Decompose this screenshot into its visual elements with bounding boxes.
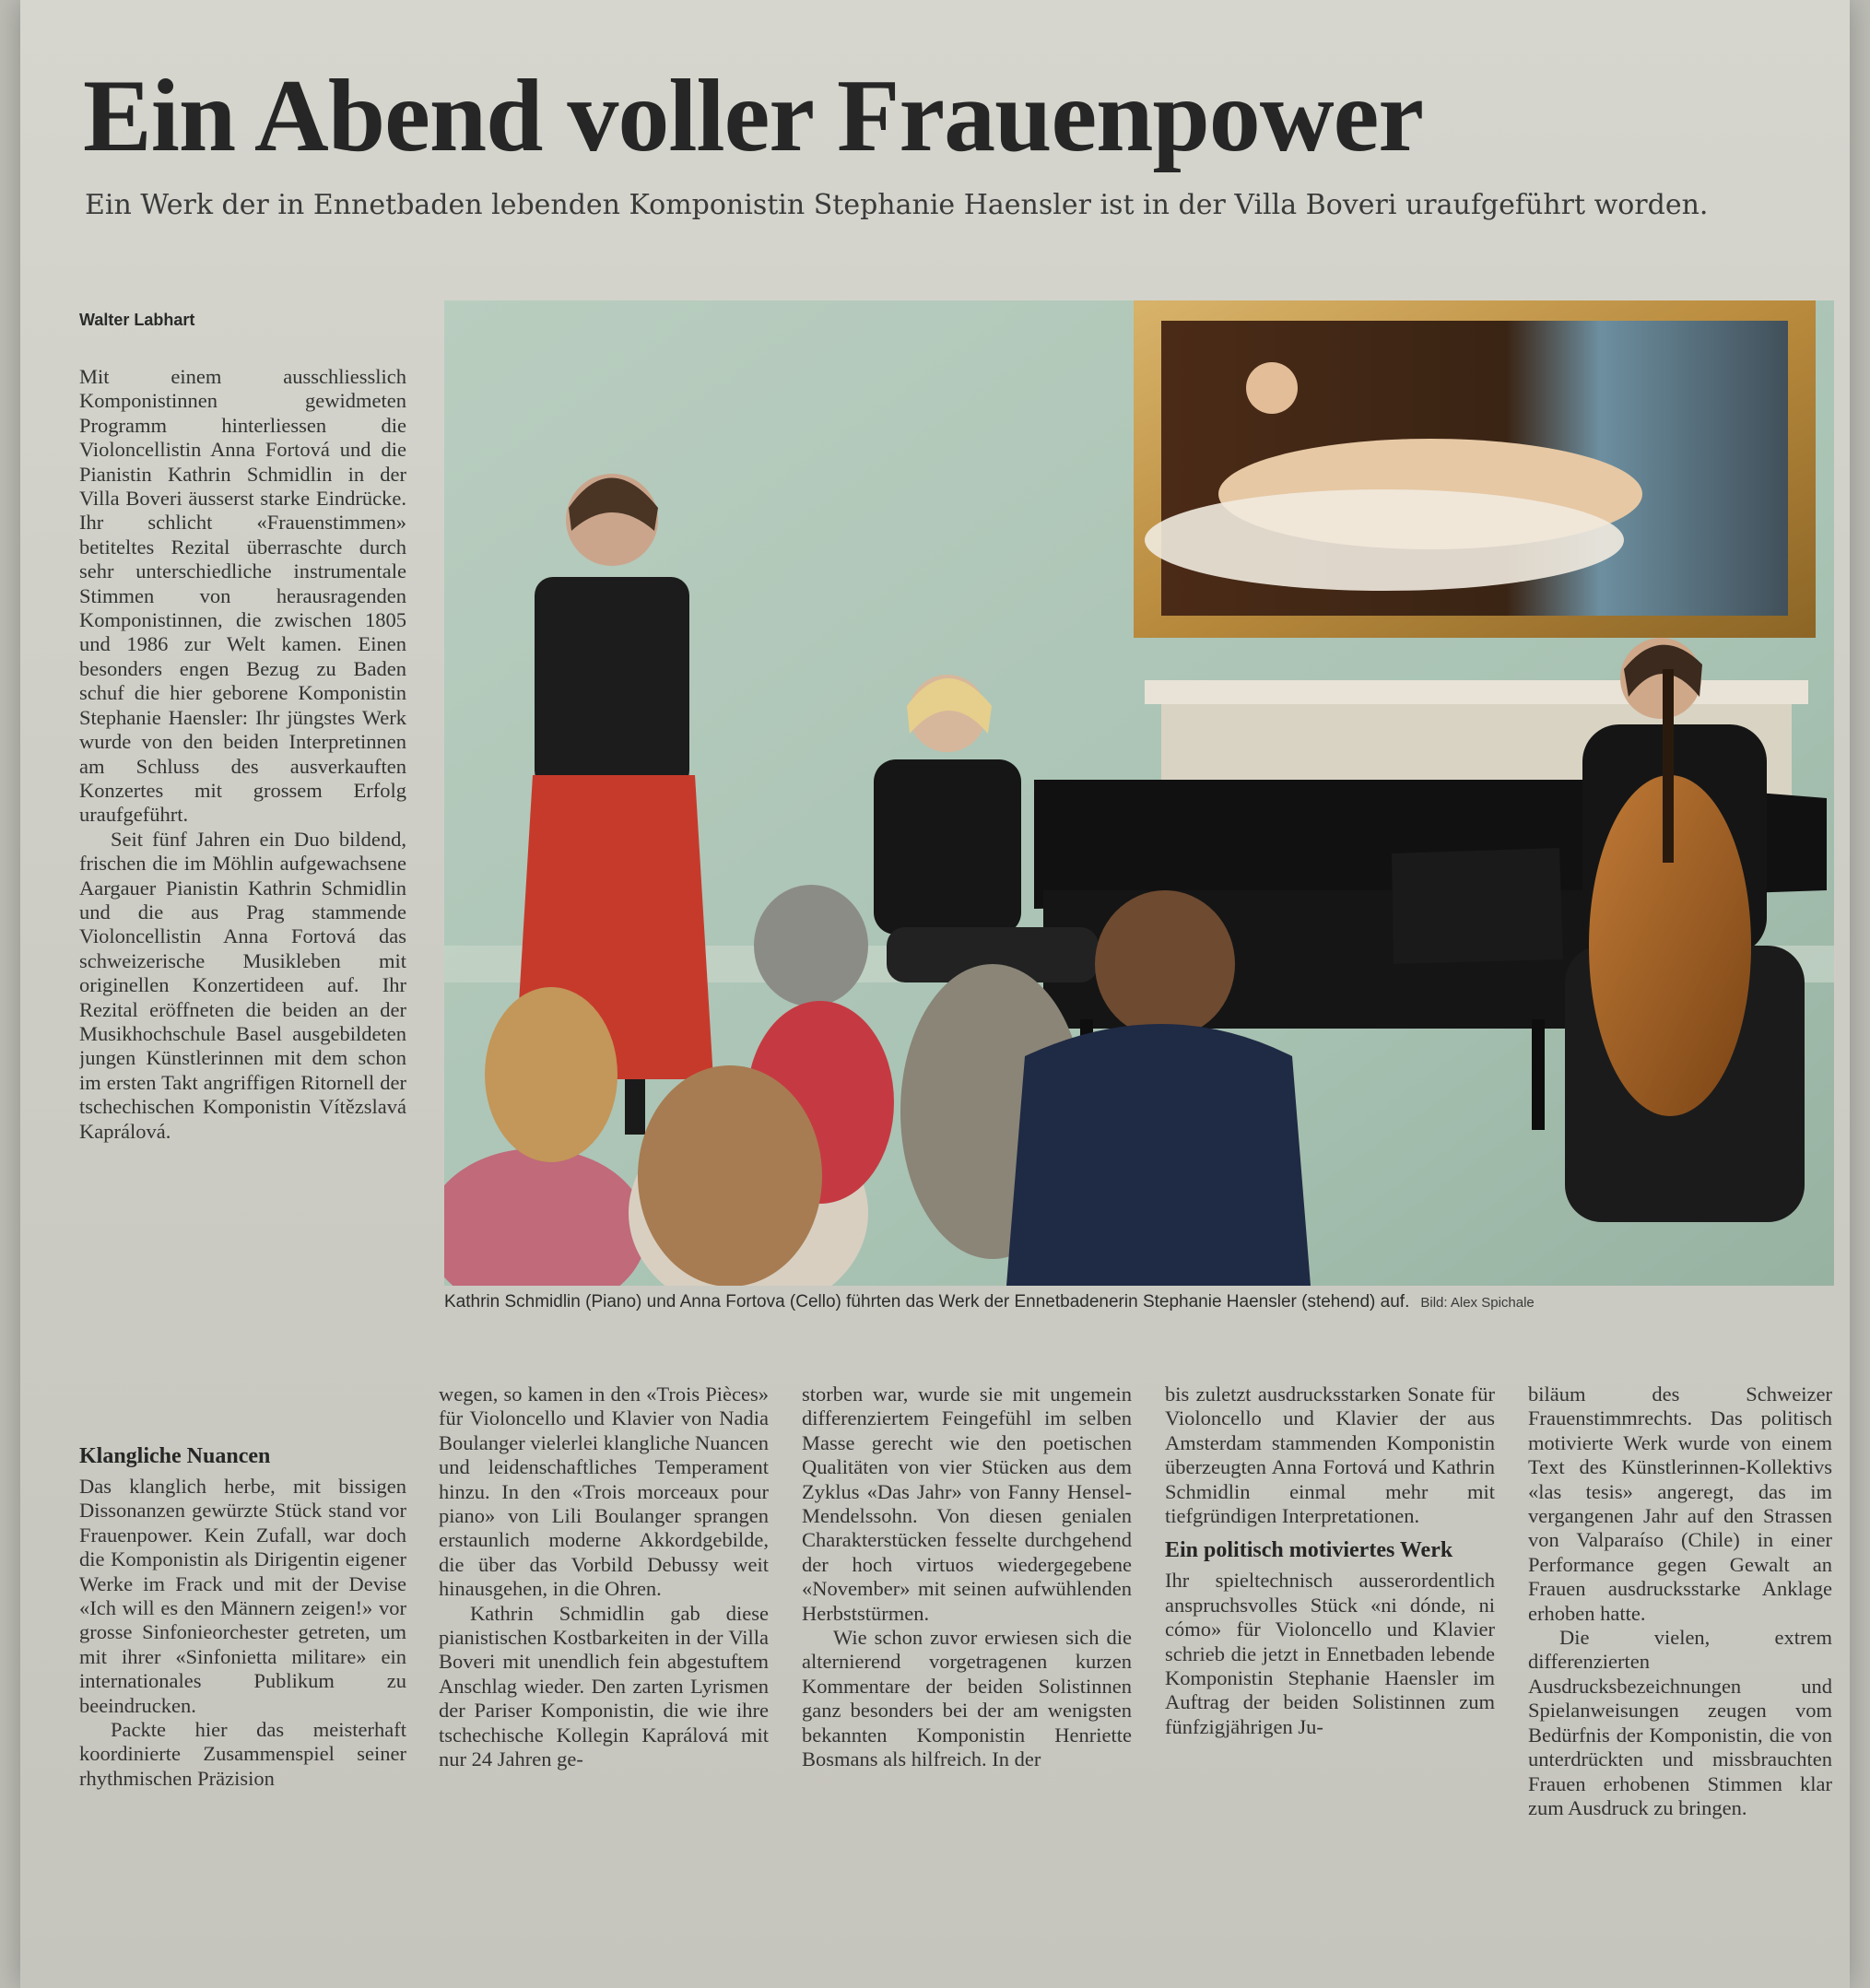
author-byline: Walter Labhart bbox=[79, 311, 195, 329]
concert-photo bbox=[444, 300, 1834, 1286]
paragraph: Ihr spieltechnisch ausserordentlich anspruchsvolles Stück «ni dónde, ni cómo» für Violoncello und Klavier schrieb die jetzt in Ennetbaden lebende Komponistin Stephanie Haensler im Auftrag der beiden Solistinnen zum fünfzigjährigen Ju- bbox=[1165, 1569, 1495, 1738]
newspaper-page bbox=[20, 0, 1850, 1988]
paragraph: biläum des Schweizer Frauenstimmrechts. Das politisch motivierte Werk wurde von einem Text des Künstlerinnen-Kollektivs «las tesis» angeregt, das im vergangenen Jahr auf den Strassen von Valparaíso (Chile) in einer Performance gegen Gewalt an Frauen ausdrucksstarke Anklage erhoben hatte. bbox=[1528, 1382, 1832, 1625]
column-1-top bbox=[79, 365, 406, 1411]
headline: Ein Abend voller Frauenpower bbox=[83, 59, 1424, 173]
subheading-klangliche-nuancen: Klangliche Nuancen bbox=[79, 1444, 271, 1468]
paragraph: bis zuletzt ausdrucksstarken Sonate für Violoncello und Klavier der aus Amsterdam stammenden Komponistin überzeugten Anna Fortová und Kathrin Schmidlin einmal mehr mit tiefgründigen Interpretationen. bbox=[1165, 1382, 1495, 1528]
concert-photo-illustration bbox=[444, 300, 1834, 1286]
subheading-politisch-motiviertes-werk: Ein politisch motiviertes Werk bbox=[1165, 1538, 1453, 1563]
caption-text: Kathrin Schmidlin (Piano) und Anna Fortova (Cello) führten das Werk der Ennetbadenerin Stephanie Haensler (stehend) auf. bbox=[444, 1292, 1410, 1312]
paragraph: Kathrin Schmidlin gab diese pianistischen Kostbarkeiten in der Villa Boveri mit unendlich fein abgestuftem Anschlag wieder. Den zarten Lyrismen der Pariser Komponistin, die wie ihre tschechische Kollegin Kaprálová mit nur 24 Jahren ge- bbox=[439, 1601, 769, 1771]
photo-credit: Bild: Alex Spichale bbox=[1420, 1295, 1535, 1311]
paragraph: Packte hier das meisterhaft koordinierte Zusammenspiel seiner rhythmischen Präzision bbox=[79, 1718, 406, 1790]
paragraph: Die vielen, extrem differenzierten Ausdrucksbezeichnungen und Spielanweisungen zeugen vom Bedürfnis der Komponistin, die von unterdrückten und missbrauchten Frauen erhobenen Stimmen klar zum Ausdruck zu bringen. bbox=[1528, 1626, 1832, 1819]
column-2 bbox=[439, 1382, 769, 1959]
column-1-bottom bbox=[79, 1434, 406, 1956]
column-3 bbox=[802, 1382, 1132, 1959]
photo-caption bbox=[444, 1292, 1845, 1312]
subheadline: Ein Werk der in Ennetbaden lebenden Komponistin Stephanie Haensler ist in der Villa Boveri uraufgeführt worden. bbox=[85, 189, 1709, 221]
paragraph: storben war, wurde sie mit ungemein differenziertem Feingefühl im selben Masse gerecht wie den poetischen Qualitäten von vier Stücken aus dem Zyklus «Das Jahr» von Fanny Hensel-Mendelssohn. Von diesen genialen Charakterstücken fesselte durchgehend der hoch virtuos wiedergegebene «November» mit seinen aufwühlenden Herbststürmen. bbox=[802, 1382, 1132, 1625]
paragraph: Wie schon zuvor erwiesen sich die alternierend vorgetragenen kurzen Kommentare der beiden Solistinnen ganz besonders bei der am wenigsten bekannten Komponistin Henriette Bosmans als hilfreich. In der bbox=[802, 1626, 1132, 1771]
paragraph: Mit einem ausschliesslich Komponistinnen gewidmeten Programm hinterliessen die Violoncellistin Anna Fortová und die Pianistin Kathrin Schmidlin in der Villa Boveri äusserst starke Eindrücke. Ihr schlicht «Frauenstimmen» betiteltes Rezital überraschte durch sehr unterschiedliche instrumentale Stimmen von herausragenden Komponistinnen, die zwischen 1805 und 1986 zur Welt kamen. Einen besonders engen Bezug zu Baden schuf die hier geborene Komponistin Stephanie Haensler: Ihr jüngstes Werk wurde von den beiden Interpretinnen am Schluss des ausverkauften Konzertes mit grossem Erfolg uraufgeführt. bbox=[79, 365, 406, 827]
paragraph: wegen, so kamen in den «Trois Pièces» für Violoncello und Klavier von Nadia Boulanger vielerlei klangliche Nuancen und leidenschaftliches Temperament hinzu. In den «Trois morceaux pour piano» von Lili Boulanger sprangen erstaunlich moderne Akkordgebilde, die über das Vorbild Debussy weit hinausgehen, in die Ohren. bbox=[439, 1382, 769, 1601]
column-5 bbox=[1528, 1382, 1832, 1959]
column-4 bbox=[1165, 1382, 1495, 1959]
paragraph: Das klanglich herbe, mit bissigen Dissonanzen gewürzte Stück stand vor Frauenpower. Kein Zufall, war doch die Komponistin als Dirigentin eigener Werke im Frack und mit der Devise «Ich will es den Männern zeigen!» vor grosse Sinfonieorchester getreten, um mit ihrer «Sinfonietta militare» ein internationales Publikum zu beeindrucken. bbox=[79, 1475, 406, 1717]
paragraph: Seit fünf Jahren ein Duo bildend, frischen die im Möhlin aufgewachsene Aargauer Pianistin Kathrin Schmidlin und die aus Prag stammende Violoncellistin Anna Fortová das schweizerische Musikleben mit originellen Konzertideen auf. Ihr Rezital eröffneten die beiden an der Musikhochschule Basel ausgebildeten jungen Künstlerinnen mit dem schon im ersten Takt angriffigen Ritornell der tschechischen Komponistin Vítězslavá Kaprálová. bbox=[79, 827, 406, 1143]
